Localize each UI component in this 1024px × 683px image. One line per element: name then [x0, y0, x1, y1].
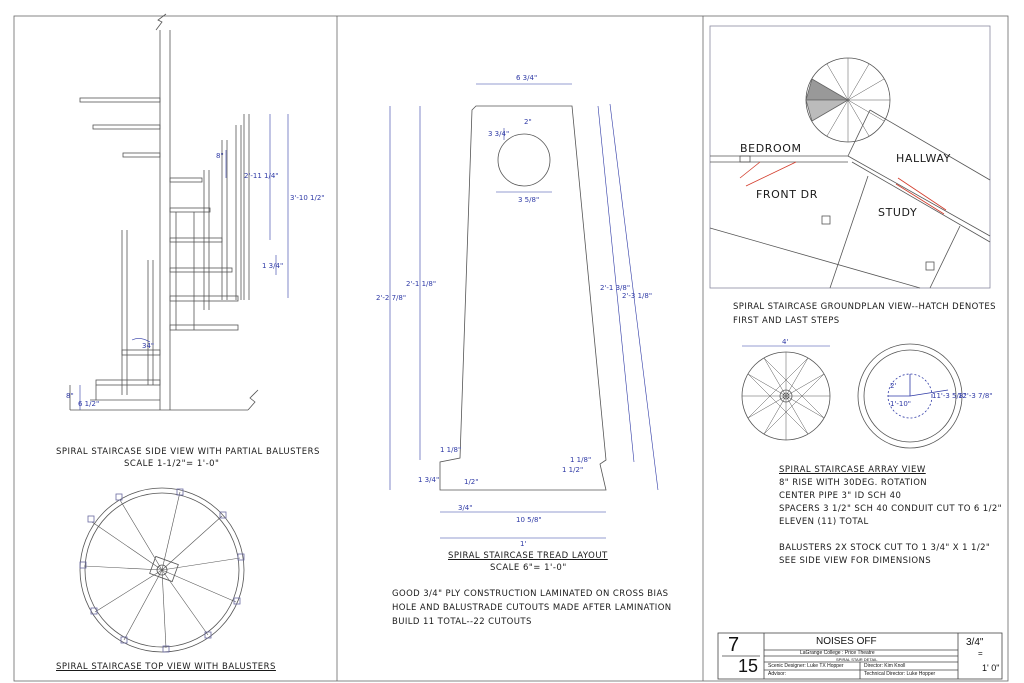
side-view-scale: SCALE 1-1/2"= 1'-0" — [124, 459, 220, 469]
top-view-drawing — [80, 488, 244, 652]
groundplan-caption — [733, 300, 996, 328]
drawing-title: SPIRAL STAIR DETAIL — [836, 657, 878, 662]
advisor: Advisor: — [768, 671, 787, 677]
array-note-2: CENTER PIPE 3" ID SCH 40 — [779, 491, 902, 501]
tread-note-1: GOOD 3/4" PLY CONSTRUCTION LAMINATED ON CROSS BIAS — [392, 589, 669, 599]
technical-director: Technical Director: Luke Hopper — [864, 671, 936, 677]
side-dim-spacer: 6 1/2" — [78, 400, 100, 408]
tread-dim-notch-left-depth: 1/2" — [464, 478, 479, 486]
tread-dim-hole-diameter: 3 5/8" — [518, 196, 540, 204]
top-view-caption: SPIRAL STAIRCASE TOP VIEW WITH BALUSTERS — [56, 662, 276, 672]
groundplan-label-front-door: FRONT DR — [756, 188, 818, 201]
side-view-dimensions — [80, 114, 288, 410]
array-note-5 — [779, 529, 1002, 542]
scenic-designer: Scenic Designer: Luke TX Hopper — [768, 663, 844, 669]
tread-dim-overall-right: 2'-3 1/8" — [622, 292, 653, 300]
tread-dim-top-width: 6 3/4" — [516, 74, 538, 82]
tread-dim-overall-left: 2'-2 7/8" — [376, 294, 407, 302]
tread-dim-hole-offset: 2" — [524, 118, 532, 126]
groundplan-label-bedroom: BEDROOM — [740, 142, 802, 155]
director: Director: Kim Knoll — [864, 663, 906, 669]
production-title: NOISES OFF — [816, 636, 877, 647]
sheet-frame — [14, 16, 1008, 681]
side-view-caption: SPIRAL STAIRCASE SIDE VIEW WITH PARTIAL BALUSTERS — [56, 447, 320, 457]
tread-note-2: HOLE AND BALUSTRADE CUTOUTS MADE AFTER LAMINATION — [392, 603, 672, 613]
array-dim-arc-outer: 12'-3 7/8" — [958, 392, 993, 400]
array-view-left-drawing — [742, 346, 830, 440]
array-dim-arc-inner: 11'-3 5/8" — [932, 392, 967, 400]
array-view-notes — [779, 477, 1002, 568]
side-dim-angle: 34" — [142, 342, 155, 350]
tread-dim-hole-top: 3 3/4" — [488, 130, 510, 138]
side-dim-rise: 8" — [216, 152, 224, 160]
tread-dim-notch-left-width: 3/4" — [458, 504, 473, 512]
array-note-6: BALUSTERS 2X STOCK CUT TO 1 3/4" X 1 1/2" — [779, 543, 991, 553]
side-dim-overall-height: 3'-10 1/2" — [290, 194, 325, 202]
tread-dim-notch-right: 1 1/8" — [570, 456, 592, 464]
array-note-3: SPACERS 3 1/2" SCH 40 CONDUIT CUT TO 6 1/2" — [779, 504, 1002, 514]
tread-dim-notch-left-height: 1 3/4" — [418, 476, 440, 484]
groundplan-caption-line-1: SPIRAL STAIRCASE GROUNDPLAN VIEW--HATCH DENOTES — [733, 302, 996, 312]
tread-dim-notch-left: 1 1/8" — [440, 446, 462, 454]
array-dim-diameter: 4' — [782, 338, 789, 346]
groundplan-caption-line-2: FIRST AND LAST STEPS — [733, 316, 840, 326]
array-dim-radius: 2' — [890, 382, 897, 390]
tread-scale: SCALE 6"= 1'-0" — [490, 563, 567, 573]
tread-dim-bottom-width: 10 5/8" — [516, 516, 542, 524]
scale-top: 3/4" — [966, 637, 984, 648]
groundplan-label-hallway: HALLWAY — [896, 152, 951, 165]
tread-dim-inner-right: 2'-1 3/8" — [600, 284, 631, 292]
scale-bottom: 1' 0" — [982, 663, 1000, 673]
tread-caption: SPIRAL STAIRCASE TREAD LAYOUT — [448, 551, 608, 561]
sheet-total: 15 — [738, 656, 759, 676]
sheet-number: 7 — [728, 634, 740, 656]
array-note-4: ELEVEN (11) TOTAL — [779, 517, 869, 527]
array-dim-inner: 1'-10" — [890, 400, 912, 408]
tread-notes — [392, 587, 672, 629]
tread-drawing — [440, 106, 606, 490]
tread-note-3: BUILD 11 TOTAL--22 CUTOUTS — [392, 617, 532, 627]
side-dim-first-rise: 8" — [66, 392, 74, 400]
tread-dim-notch-right-height: 1 1/2" — [562, 466, 584, 474]
venue-name: LaGrange College : Price Theatre — [800, 650, 875, 656]
array-note-1: 8" RISE WITH 30DEG. ROTATION — [779, 478, 928, 488]
tread-dimensions — [390, 84, 658, 538]
side-dim-baluster-width: 1 3/4" — [262, 262, 284, 270]
tread-dim-inner-left: 2'-1 1/8" — [406, 280, 437, 288]
side-dim-baluster-height: 2'-11 1/4" — [244, 172, 279, 180]
tread-dim-overall-width: 1' — [520, 540, 527, 548]
array-note-7: SEE SIDE VIEW FOR DIMENSIONS — [779, 556, 932, 566]
side-view-drawing — [70, 14, 258, 410]
scale-equals: = — [978, 649, 983, 658]
array-view-caption: SPIRAL STAIRCASE ARRAY VIEW — [779, 465, 926, 475]
groundplan-label-study: STUDY — [878, 206, 918, 219]
